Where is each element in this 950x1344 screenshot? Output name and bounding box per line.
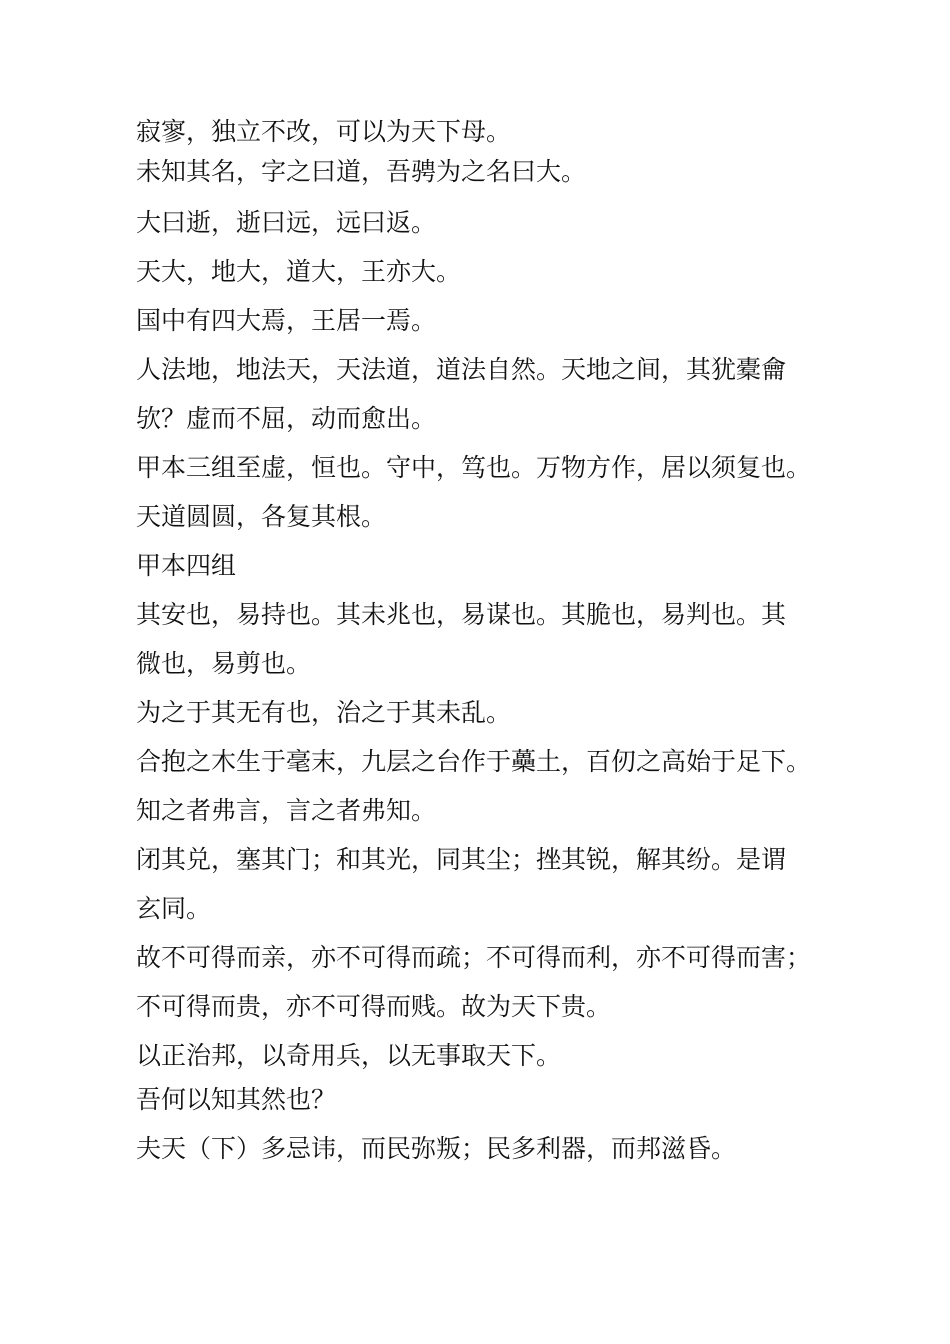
text-line-1: 寂寥，独立不改，可以为天下母。 — [136, 117, 512, 146]
text-line-21: 吾何以知其然也？ — [136, 1085, 337, 1114]
text-line-15: 知之者弗言，言之者弗知。 — [136, 796, 437, 825]
text-line-6: 人法地，地法天，天法道，道法自然。天地之间，其犹橐龠 — [136, 355, 787, 384]
text-line-10: 甲本四组 — [136, 551, 237, 580]
text-line-5: 国中有四大焉，王居一焉。 — [136, 306, 437, 335]
text-line-16: 闭其兑，塞其门；和其光，同其尘；挫其锐，解其纷。是谓 — [136, 845, 787, 874]
text-line-19: 不可得而贵，亦不可得而贱。故为天下贵。 — [136, 992, 612, 1021]
text-line-18: 故不可得而亲，亦不可得而疏；不可得而利，亦不可得而害； — [136, 943, 812, 972]
text-line-22: 夫天（下）多忌讳，而民弥叛；民多利器，而邦滋昏。 — [136, 1134, 737, 1163]
text-line-13: 为之于其无有也，治之于其未乱。 — [136, 698, 512, 727]
text-line-3: 大曰逝，逝曰远，远曰返。 — [136, 208, 437, 237]
text-line-14: 合抱之木生于毫末，九层之台作于蘽土，百仞之高始于足下。 — [136, 747, 812, 776]
text-line-17: 玄同。 — [136, 894, 212, 923]
text-line-9: 天道圆圆，各复其根。 — [136, 502, 387, 531]
text-line-4: 天大，地大，道大，王亦大。 — [136, 257, 462, 286]
text-line-20: 以正治邦，以奇用兵，以无事取天下。 — [136, 1041, 562, 1070]
text-line-11: 其安也，易持也。其未兆也，易谋也。其脆也，易判也。其 — [136, 600, 787, 629]
text-line-8: 甲本三组至虚，恒也。守中，笃也。万物方作，居以须复也。 — [136, 453, 812, 482]
text-line-2: 未知其名，字之曰道，吾骋为之名曰大。 — [136, 157, 587, 186]
text-line-12: 微也，易剪也。 — [136, 649, 312, 678]
text-line-7: 欤？虚而不屈，动而愈出。 — [136, 404, 437, 433]
text-body — [136, 112, 836, 1173]
